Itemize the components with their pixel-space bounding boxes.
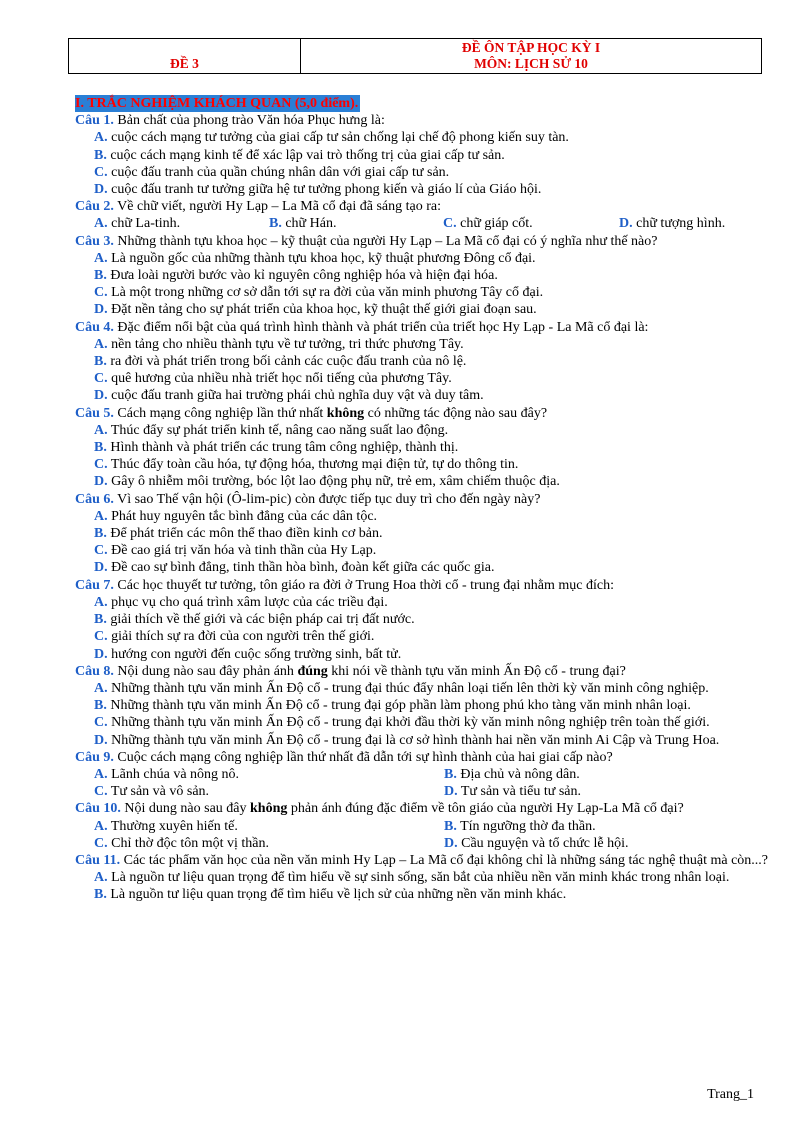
emphasis: không bbox=[326, 405, 365, 421]
option-b: B. chữ Hán. bbox=[269, 216, 337, 232]
question-10: Câu 10. Nội dung nào sau đây không phản ánh đúng đặc điểm về tôn giáo của người Hy Lạp-La Mã cổ đại? bbox=[75, 801, 684, 817]
option-d: D. cuộc đấu tranh tư tưởng giữa hệ tư tưởng phong kiến và giáo lí của Giáo hội. bbox=[94, 182, 542, 198]
option-d: D. chữ tượng hình. bbox=[619, 216, 726, 232]
option-d: D. Đặt nền tảng cho sự phát triển của khoa học, kỹ thuật thế giới giai đoạn sau. bbox=[94, 302, 537, 318]
option-b: B. Đưa loài người bước vào kỉ nguyên công nghiệp hóa và hiện đại hóa. bbox=[94, 268, 498, 284]
option-d: D. Cầu nguyện và tổ chức lễ hội. bbox=[444, 835, 629, 851]
question-text: Các tác phẩm văn học của nền văn minh Hy Lạp – La Mã cổ đại không chỉ là những sáng tác nghệ thuật mà còn...? bbox=[120, 852, 769, 868]
exam-header bbox=[68, 38, 762, 74]
exam-title-cell bbox=[301, 39, 761, 73]
question-number: Câu 7. bbox=[75, 577, 114, 593]
option-c: C. Tư sản và vô sản. bbox=[94, 784, 210, 800]
option-c: C. chữ giáp cốt. bbox=[443, 216, 533, 232]
question-number: Câu 6. bbox=[75, 491, 114, 507]
option-a: A. nền tảng cho nhiều thành tựu về tư tưởng, tri thức phương Tây. bbox=[94, 336, 464, 352]
option-d: D. Đề cao sự bình đẳng, tinh thần hòa bình, đoàn kết giữa các quốc gia. bbox=[94, 560, 495, 576]
question-5: Câu 5. Cách mạng công nghiệp lần thứ nhất không có những tác động nào sau đây? bbox=[75, 405, 548, 421]
question-text: Đặc điểm nổi bật của quá trình hình thành và phát triển của triết học Hy Lạp - La Mã cổ đại là: bbox=[113, 319, 649, 335]
option-a: A. Những thành tựu văn minh Ấn Độ cổ - trung đại thúc đẩy nhân loại tiến lên thời kỳ văn minh công nghiệp. bbox=[94, 680, 709, 696]
question-8: Câu 8. Nội dung nào sau đây phản ánh đúng khi nói về thành tựu văn minh Ấn Độ cổ - trung đại? bbox=[75, 663, 626, 679]
option-a: A. phục vụ cho quá trình xâm lược của các triều đại. bbox=[94, 594, 388, 610]
option-b: B. Tín ngưỡng thờ đa thần. bbox=[444, 818, 596, 834]
option-c: C. Là một trong những cơ sở dẫn tới sự ra đời của văn minh phương Tây cổ đại. bbox=[94, 285, 544, 301]
option-c: C. Đề cao giá trị văn hóa và tinh thần của Hy Lạp. bbox=[94, 543, 377, 559]
question-3 bbox=[75, 233, 775, 250]
question-number: Câu 11. bbox=[75, 852, 121, 868]
question-9 bbox=[75, 749, 775, 766]
option-c: C. quê hương của nhiều nhà triết học nổi tiếng của phương Tây. bbox=[94, 371, 452, 387]
option-b: B. Những thành tựu văn minh Ấn Độ cổ - trung đại góp phần làm phong phú kho tàng văn minh nhân loại. bbox=[94, 698, 691, 714]
exam-number: ĐỀ 3 bbox=[170, 56, 199, 71]
option-a: A. Là nguồn tư liệu quan trọng để tìm hiểu về sự sinh sống, săn bắt của nhiều nền văn minh khác trong nhân loại. bbox=[94, 870, 730, 886]
question-7 bbox=[75, 577, 775, 594]
option-b: B. Địa chủ và nông dân. bbox=[444, 766, 580, 782]
option-b: B. Để phát triển các môn thể thao điền kinh cơ bản. bbox=[94, 526, 383, 542]
question-2 bbox=[75, 198, 775, 215]
options-row bbox=[94, 783, 775, 800]
option-a: A. Thường xuyên hiến tế. bbox=[94, 818, 238, 834]
exam-content bbox=[75, 95, 775, 904]
option-b: B. giải thích về thế giới và các biện pháp cai trị đất nước. bbox=[94, 612, 415, 628]
question-text: Cuộc cách mạng công nghiệp lần thứ nhất đã dẫn tới sự hình thành của hai giai cấp nào? bbox=[113, 749, 613, 765]
question-text: Bản chất của phong trào Văn hóa Phục hưng là: bbox=[113, 113, 385, 129]
exam-subject: MÔN: LỊCH SỬ 10 bbox=[474, 56, 588, 71]
option-c: C. Những thành tựu văn minh Ấn Độ cổ - trung đại khởi đầu thời kỳ văn minh nông nghiệp trên toàn thế giới. bbox=[94, 715, 710, 731]
question-11 bbox=[75, 852, 775, 869]
options-row bbox=[94, 215, 775, 232]
option-d: D. Tư sản và tiểu tư sản. bbox=[444, 784, 582, 800]
options-row bbox=[94, 818, 775, 835]
question-number: Câu 3. bbox=[75, 233, 114, 249]
question-number: Câu 9. bbox=[75, 749, 114, 765]
option-b: B. cuộc cách mạng kinh tế để xác lập vai trò thống trị của giai cấp tư sản. bbox=[94, 147, 505, 163]
question-number: Câu 10. bbox=[75, 801, 121, 817]
option-a: A. Thúc đẩy sự phát triển kinh tế, nâng cao năng suất lao động. bbox=[94, 422, 449, 438]
option-a: A. Là nguồn gốc của những thành tựu khoa học, kỹ thuật phương Đông cổ đại. bbox=[94, 250, 536, 266]
option-a: A. cuộc cách mạng tư tưởng của giai cấp tư sản chống lại chế độ phong kiến suy tàn. bbox=[94, 130, 569, 146]
options-row bbox=[94, 766, 775, 783]
question-text: Những thành tựu khoa học – kỹ thuật của người Hy Lạp – La Mã cổ đại có ý nghĩa như thế nào? bbox=[113, 233, 658, 249]
option-c: C. cuộc đấu tranh của quần chúng nhân dân với giai cấp tư sản. bbox=[94, 164, 450, 180]
question-number: Câu 1. bbox=[75, 113, 114, 129]
option-c: C. Thúc đẩy toàn cầu hóa, tự động hóa, thương mại điện tử, tự do thông tin. bbox=[94, 457, 519, 473]
option-d: D. Những thành tựu văn minh Ấn Độ cổ - trung đại là cơ sở hình thành hai nền văn minh Ai Cập và Trung Hoa. bbox=[94, 732, 720, 748]
option-c: C. Chỉ thờ độc tôn một vị thần. bbox=[94, 835, 270, 851]
question-number: Câu 4. bbox=[75, 319, 114, 335]
section-heading: I. TRẮC NGHIỆM KHÁCH QUAN (5,0 điểm). bbox=[75, 96, 359, 111]
option-d: D. Gây ô nhiễm môi trường, bóc lột lao động phụ nữ, trẻ em, xâm chiếm thuộc địa. bbox=[94, 474, 560, 490]
question-text: Vì sao Thế vận hội (Ô-lim-pic) còn được tiếp tục duy trì cho đến ngày này? bbox=[113, 491, 541, 507]
option-a: A. chữ La-tinh. bbox=[94, 216, 181, 232]
options-row bbox=[94, 835, 775, 852]
option-d: D. hướng con người đến cuộc sống trường sinh, bất tử. bbox=[94, 646, 402, 662]
question-number: Câu 8. bbox=[75, 663, 114, 679]
question-number: Câu 5. bbox=[75, 405, 114, 421]
emphasis: không bbox=[250, 801, 288, 817]
option-b: B. Hình thành và phát triển các trung tâm công nghiệp, thành thị. bbox=[94, 440, 459, 456]
option-b: B. Là nguồn tư liệu quan trọng để tìm hiểu về lịch sử của những nền văn minh khác. bbox=[94, 887, 567, 903]
exam-title: ĐỀ ÔN TẬP HỌC KỲ I bbox=[461, 40, 601, 55]
option-a: A. Phát huy nguyên tắc bình đẳng của các dân tộc. bbox=[94, 508, 378, 524]
emphasis: đúng bbox=[297, 663, 328, 679]
exam-number-cell bbox=[69, 39, 301, 73]
question-text: Về chữ viết, người Hy Lạp – La Mã cổ đại đã sáng tạo ra: bbox=[113, 199, 442, 215]
question-number: Câu 2. bbox=[75, 199, 114, 215]
question-6 bbox=[75, 491, 775, 508]
option-b: B. ra đời và phát triển trong bối cảnh các cuộc đấu tranh của nô lệ. bbox=[94, 354, 467, 370]
question-text: Các học thuyết tư tưởng, tôn giáo ra đời ở Trung Hoa thời cổ - trung đại nhằm mục đích: bbox=[113, 577, 615, 593]
option-c: C. giải thích sự ra đời của con người trên thế giới. bbox=[94, 629, 375, 645]
section-heading-row bbox=[75, 95, 775, 112]
option-d: D. cuộc đấu tranh giữa hai trường phái chủ nghĩa duy vật và duy tâm. bbox=[94, 388, 484, 404]
page-number: Trang_1 bbox=[707, 1087, 754, 1102]
option-a: A. Lãnh chúa và nông nô. bbox=[94, 766, 240, 782]
question-4 bbox=[75, 319, 775, 336]
question-1 bbox=[75, 112, 775, 129]
